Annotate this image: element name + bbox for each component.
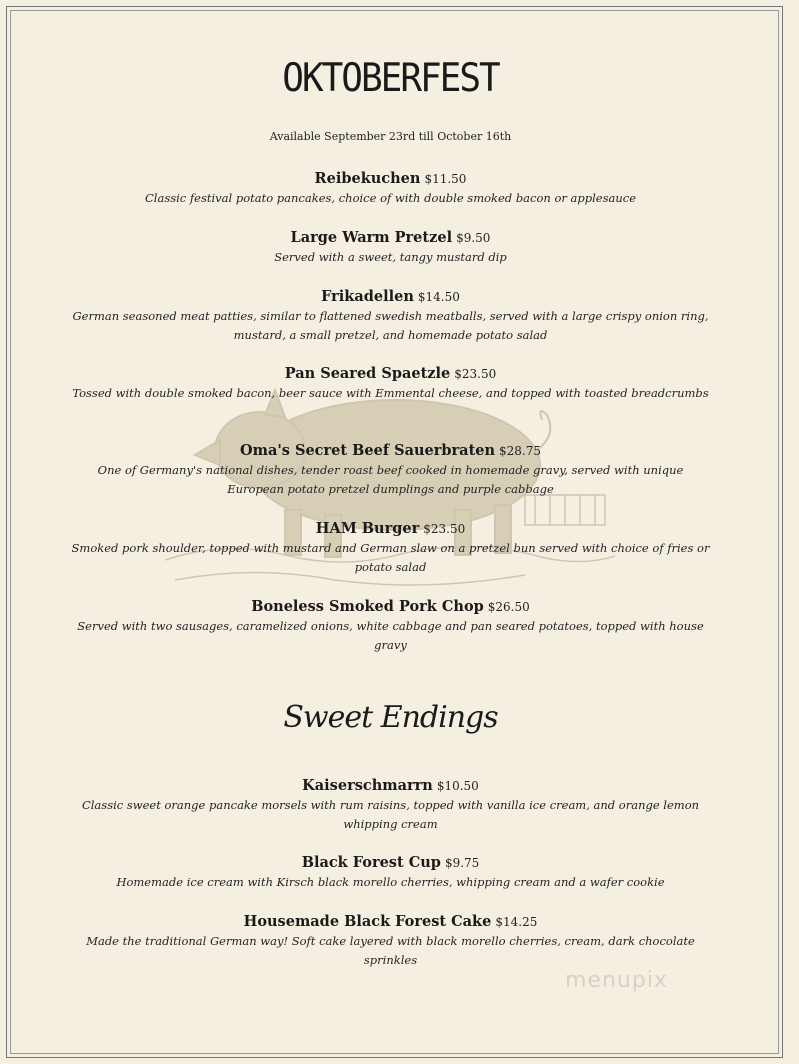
item-name: Kaiserschmarrn xyxy=(302,777,433,794)
item-name: Black Forest Cup xyxy=(301,854,441,871)
item-price: $23.50 xyxy=(454,367,497,381)
item-name: Frikadellen xyxy=(321,288,414,305)
item-price: $11.50 xyxy=(424,172,467,186)
item-name: Large Warm Pretzel xyxy=(290,229,453,246)
section-title-desserts: Sweet Endings xyxy=(283,700,498,735)
item-description: One of Germany's national dishes, tender roast beef cooked in homemade gravy, served with unique European potato pretzel dumplings and purple cabbage xyxy=(97,463,684,496)
item-price: $14.50 xyxy=(417,290,460,304)
item-description: Homemade ice cream with Kirsch black morello cherries, whipping cream and a wafer cookie xyxy=(116,875,665,889)
menu-item xyxy=(70,440,711,499)
menu-item xyxy=(70,911,711,970)
item-description: Classic festival potato pancakes, choice of with double smoked bacon or applesauce xyxy=(144,191,637,205)
menu-item xyxy=(70,286,711,345)
item-price: $9.50 xyxy=(456,231,491,245)
item-description: Served with two sausages, caramelized onions, white cabbage and pan seared potatoes, topped with house gravy xyxy=(77,619,704,652)
item-name: HAM Burger xyxy=(315,520,420,537)
item-name: Pan Seared Spaetzle xyxy=(284,365,451,382)
item-description: Tossed with double smoked bacon, beer sauce with Emmental cheese, and topped with toasted breadcrumbs xyxy=(72,386,709,400)
menu-title: OKTOBERFEST xyxy=(282,55,499,102)
item-price: $10.50 xyxy=(436,779,479,793)
item-name: Housemade Black Forest Cake xyxy=(243,913,492,930)
availability-text: Available September 23rd till October 16th xyxy=(269,130,512,143)
item-price: $14.25 xyxy=(495,915,538,929)
item-description: Made the traditional German way! Soft cake layered with black morello cherries, cream, dark chocolate sprinkles xyxy=(86,934,695,967)
item-name: Oma's Secret Beef Sauerbraten xyxy=(239,442,496,459)
menu-item xyxy=(70,775,711,834)
item-name: Reibekuchen xyxy=(314,170,421,187)
item-description: Smoked pork shoulder, topped with mustard and German slaw on a pretzel bun served with choice of fries or potato salad xyxy=(71,541,710,574)
item-description: Classic sweet orange pancake morsels with rum raisins, topped with vanilla ice cream, and orange lemon whipping cream xyxy=(81,798,700,831)
watermark: menupix xyxy=(565,968,668,993)
menu-item xyxy=(70,852,711,892)
item-price: $26.50 xyxy=(487,600,530,614)
menu-item xyxy=(70,363,711,403)
item-price: $9.75 xyxy=(444,856,480,870)
item-price: $23.50 xyxy=(423,522,466,536)
menu-item xyxy=(70,227,711,267)
item-description: German seasoned meat patties, similar to flattened swedish meatballs, served with a large crispy onion ring, mustard, a small pretzel, and homemade potato salad xyxy=(72,309,709,342)
menu-item xyxy=(70,596,711,655)
menu-item xyxy=(70,518,711,577)
item-description: Served with a sweet, tangy mustard dip xyxy=(274,250,507,264)
menu-item xyxy=(70,168,711,208)
item-name: Boneless Smoked Pork Chop xyxy=(251,598,484,615)
item-price: $28.75 xyxy=(499,444,542,458)
